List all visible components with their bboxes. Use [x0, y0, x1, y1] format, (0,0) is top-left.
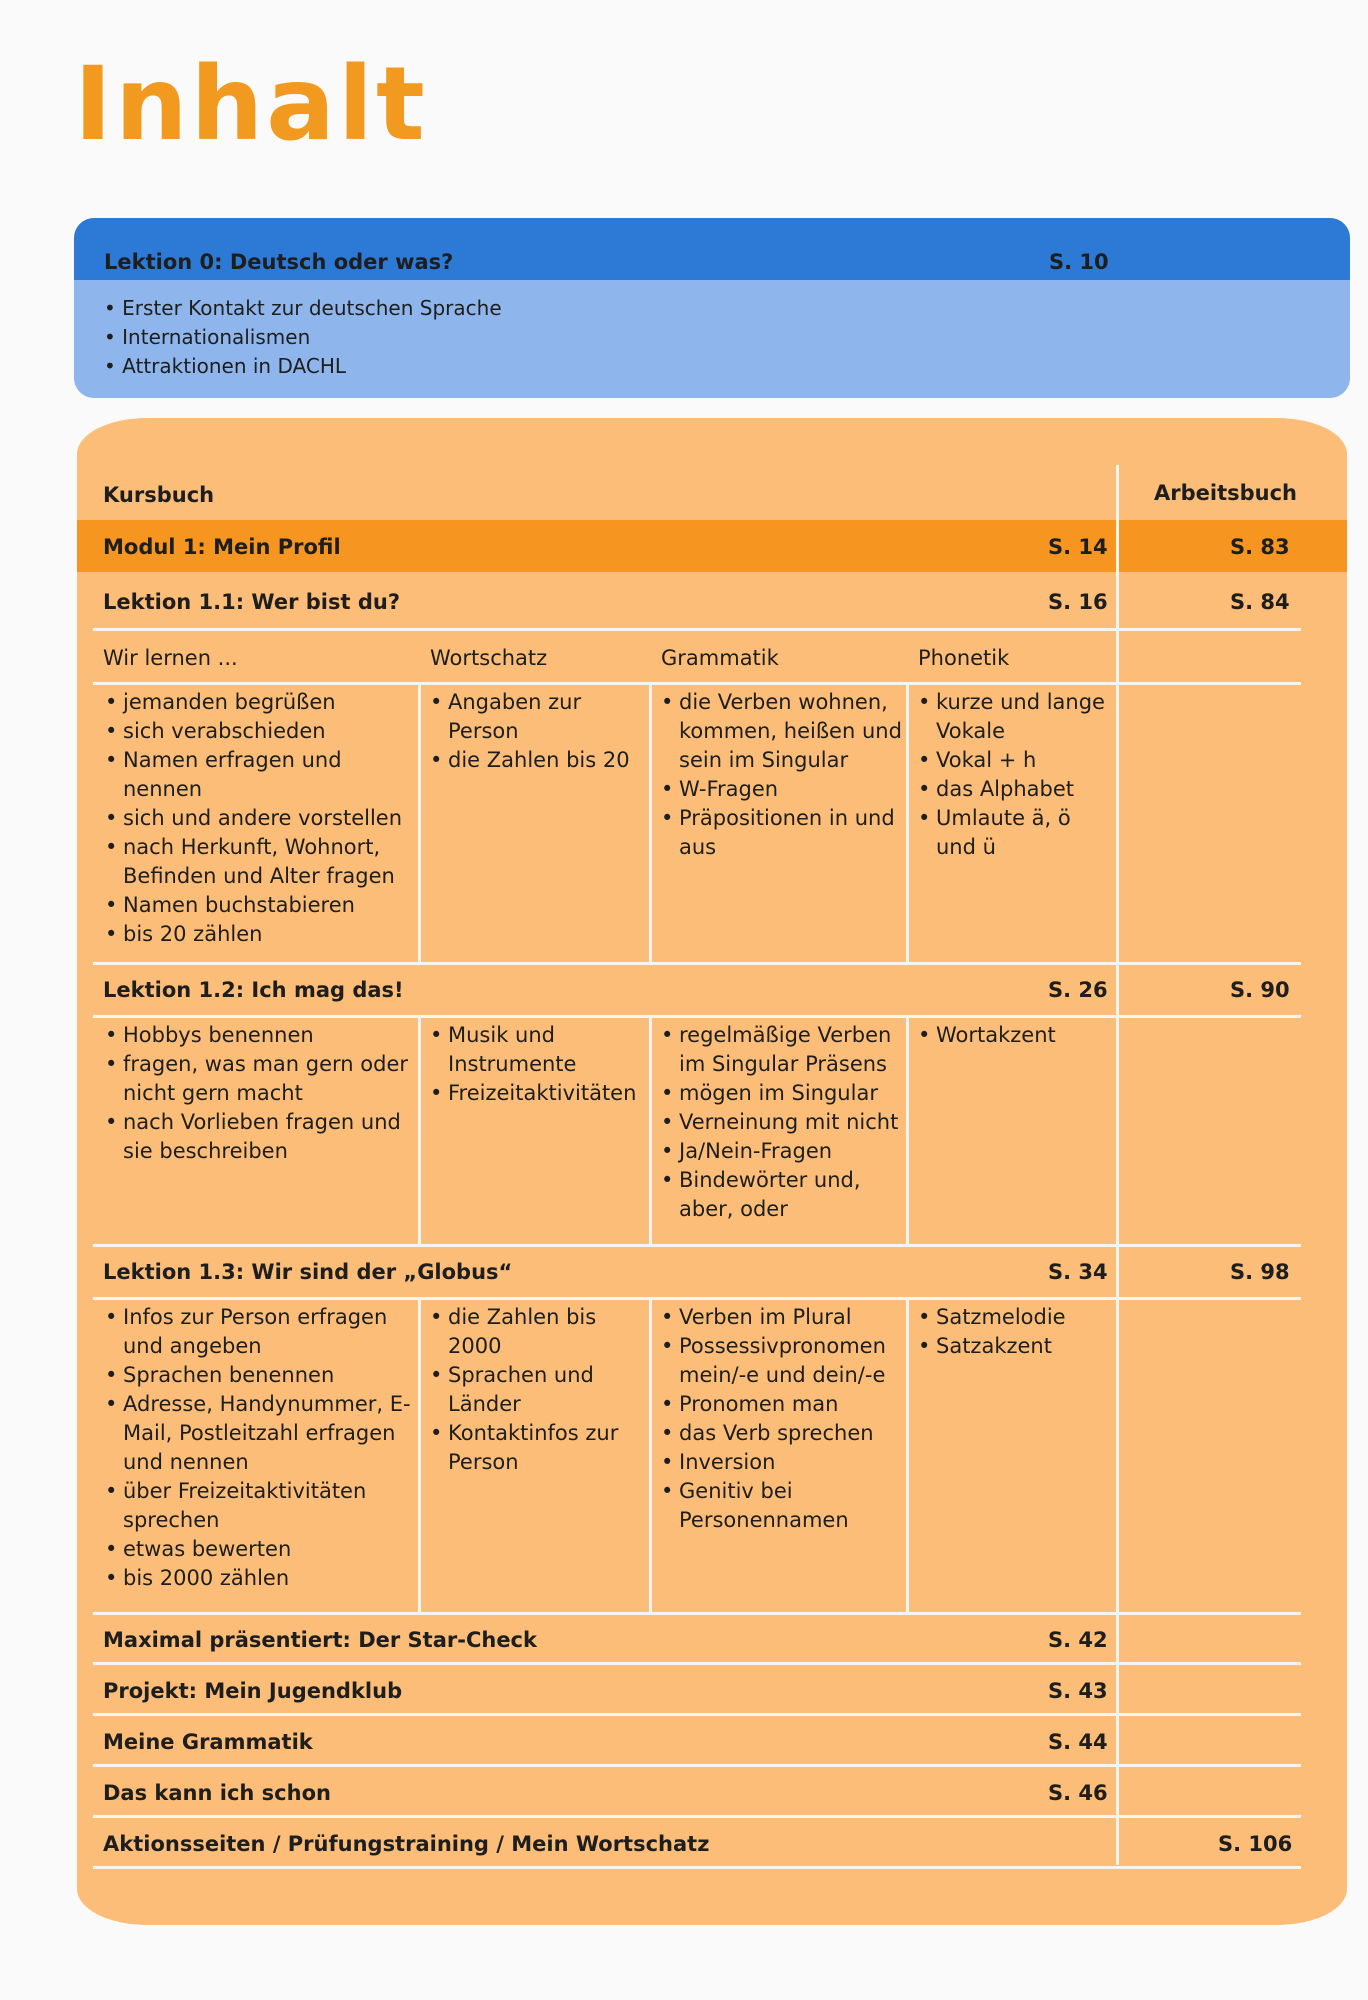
list-item: • Kontaktinfos zur Person — [428, 1419, 643, 1477]
extra-row-ab-page: S. 106 — [1218, 1832, 1293, 1856]
row-divider — [93, 1662, 1301, 1665]
row-divider — [93, 1815, 1301, 1818]
modul-title: Modul 1: Mein Profil — [103, 535, 341, 559]
list-item: • Namen buchstabieren — [103, 891, 413, 920]
extra-row-kb-page: S. 46 — [1048, 1781, 1108, 1805]
column-wortschatz: Wortschatz — [430, 646, 548, 670]
lektion-1-3-grammatik — [659, 1303, 904, 1535]
list-item: • Verben im Plural — [659, 1303, 904, 1332]
lektion-0-list — [74, 280, 1350, 381]
extra-row-kb-page: S. 44 — [1048, 1730, 1108, 1754]
list-item: • Satzakzent — [916, 1332, 1111, 1361]
list-item: • Sprachen benennen — [103, 1361, 413, 1390]
lektion-1-1-wortschatz — [428, 688, 643, 775]
extra-row-title: Projekt: Mein Jugendklub — [103, 1679, 403, 1703]
list-item: • W-Fragen — [659, 775, 904, 804]
lektion-0-box — [74, 218, 1350, 398]
list-item: • kurze und lange Vokale — [916, 688, 1111, 746]
lektion-1-2-wortschatz — [428, 1021, 643, 1108]
list-item: • mögen im Singular — [659, 1079, 904, 1108]
lektion-1-3-kb-page: S. 34 — [1048, 1260, 1108, 1284]
lektion-0-page: S. 10 — [1049, 250, 1109, 274]
modul-ab-page: S. 83 — [1230, 535, 1290, 559]
lektion-1-2-ab-page: S. 90 — [1230, 978, 1290, 1002]
list-item: • Ja/Nein-Fragen — [659, 1137, 904, 1166]
list-item: • nach Vorlieben fragen und sie beschreiben — [103, 1108, 413, 1166]
extra-row-kb-page: S. 43 — [1048, 1679, 1108, 1703]
list-item: • sich verabschieden — [103, 717, 413, 746]
list-item: • Erster Kontakt zur deutschen Sprache — [104, 296, 502, 320]
row-divider — [93, 1015, 1301, 1018]
extra-row-title: Aktionsseiten / Prüfungstraining / Mein Wortschatz — [103, 1832, 710, 1856]
arbeitsbuch-header: Arbeitsbuch — [1154, 481, 1298, 505]
list-item: • die Zahlen bis 20 — [428, 746, 643, 775]
lektion-1-3-phonetik — [916, 1303, 1111, 1361]
row-divider — [93, 1612, 1301, 1615]
column-grammatik: Grammatik — [661, 646, 779, 670]
column-divider — [418, 682, 421, 962]
extra-row-kb-page: S. 42 — [1048, 1628, 1108, 1652]
list-item: • Attraktionen in DACHL — [104, 354, 346, 378]
lektion-0-header — [74, 218, 1350, 280]
lektion-1-2-wir-lernen — [103, 1021, 413, 1166]
list-item: • Possessivpronomen mein/-e und dein/-e — [659, 1332, 904, 1390]
row-divider — [93, 628, 1301, 631]
list-item: • Hobbys benennen — [103, 1021, 413, 1050]
list-item: • das Alphabet — [916, 775, 1111, 804]
list-item: • sich und andere vorstellen — [103, 804, 413, 833]
extra-row-title: Meine Grammatik — [103, 1730, 313, 1754]
lektion-1-1-grammatik — [659, 688, 904, 862]
column-divider — [906, 682, 909, 962]
list-item: • Präpositionen in und aus — [659, 804, 904, 862]
modul-kb-page: S. 14 — [1048, 535, 1108, 559]
row-divider — [93, 1764, 1301, 1767]
lektion-1-2-phonetik — [916, 1021, 1111, 1050]
list-item: • fragen, was man gern oder nicht gern macht — [103, 1050, 413, 1108]
list-item: • die Verben wohnen, kommen, heißen und sein im Singular — [659, 688, 904, 775]
lektion-1-1-phonetik — [916, 688, 1111, 862]
list-item: • Sprachen und Länder — [428, 1361, 643, 1419]
list-item: • Umlaute ä, ö und ü — [916, 804, 1111, 862]
lektion-1-1-ab-page: S. 84 — [1230, 590, 1290, 614]
list-item: • Satzmelodie — [916, 1303, 1111, 1332]
column-divider — [906, 1297, 909, 1612]
kursbuch-header: Kursbuch — [103, 483, 215, 507]
lektion-1-2-grammatik — [659, 1021, 904, 1224]
list-item: • regelmäßige Verben im Singular Präsens — [659, 1021, 904, 1079]
list-item: • bis 20 zählen — [103, 920, 413, 949]
row-divider — [93, 962, 1301, 965]
lektion-1-3-wortschatz — [428, 1303, 643, 1477]
list-item: • Wortakzent — [916, 1021, 1111, 1050]
list-item: • nach Herkunft, Wohnort, Befinden und Alter fragen — [103, 833, 413, 891]
lektion-1-2-title: Lektion 1.2: Ich mag das! — [103, 978, 404, 1002]
list-item: • etwas bewerten — [103, 1535, 413, 1564]
list-item: • Musik und Instrumente — [428, 1021, 643, 1079]
lektion-1-1-wir-lernen — [103, 688, 413, 949]
lektion-1-3-title: Lektion 1.3: Wir sind der „Globus“ — [103, 1260, 513, 1284]
column-divider — [649, 682, 652, 962]
kursbuch-arbeitsbuch-divider — [1116, 465, 1119, 1865]
list-item: • jemanden begrüßen — [103, 688, 413, 717]
list-item: • über Freizeitaktivitäten sprechen — [103, 1477, 413, 1535]
lektion-1-3-ab-page: S. 98 — [1230, 1260, 1290, 1284]
row-divider — [93, 1866, 1301, 1869]
extra-row-title: Das kann ich schon — [103, 1781, 331, 1805]
list-item: • Freizeitaktivitäten — [428, 1079, 643, 1108]
page-title: Inhalt — [74, 45, 428, 164]
row-divider — [93, 682, 1301, 685]
lektion-1-3-wir-lernen — [103, 1303, 413, 1593]
column-divider — [418, 1297, 421, 1612]
lektion-1-1-kb-page: S. 16 — [1048, 590, 1108, 614]
list-item: • bis 2000 zählen — [103, 1564, 413, 1593]
lektion-0-title: Lektion 0: Deutsch oder was? — [104, 250, 454, 274]
list-item: • Genitiv bei Personennamen — [659, 1477, 904, 1535]
list-item: • Namen erfragen und nennen — [103, 746, 413, 804]
column-divider — [649, 1015, 652, 1244]
list-item: • Vokal + h — [916, 746, 1111, 775]
column-wir-lernen: Wir lernen ... — [103, 646, 238, 670]
list-item: • Pronomen man — [659, 1390, 904, 1419]
list-item: • das Verb sprechen — [659, 1419, 904, 1448]
row-divider — [93, 1244, 1301, 1247]
list-item: • Infos zur Person erfragen und angeben — [103, 1303, 413, 1361]
column-divider — [418, 1015, 421, 1244]
list-item: • Inversion — [659, 1448, 904, 1477]
row-divider — [93, 1713, 1301, 1716]
row-divider — [93, 1297, 1301, 1300]
column-phonetik: Phonetik — [918, 646, 1010, 670]
column-divider — [906, 1015, 909, 1244]
lektion-1-1-title: Lektion 1.1: Wer bist du? — [103, 590, 400, 614]
column-divider — [649, 1297, 652, 1612]
list-item: • Bindewörter und, aber, oder — [659, 1166, 904, 1224]
lektion-1-2-kb-page: S. 26 — [1048, 978, 1108, 1002]
list-item: • Verneinung mit nicht — [659, 1108, 904, 1137]
list-item: • Angaben zur Person — [428, 688, 643, 746]
list-item: • Internationalismen — [104, 325, 311, 349]
extra-row-title: Maximal präsentiert: Der Star-Check — [103, 1628, 537, 1652]
list-item: • die Zahlen bis 2000 — [428, 1303, 643, 1361]
list-item: • Adresse, Handynummer, E-Mail, Postleitzahl erfragen und nennen — [103, 1390, 413, 1477]
